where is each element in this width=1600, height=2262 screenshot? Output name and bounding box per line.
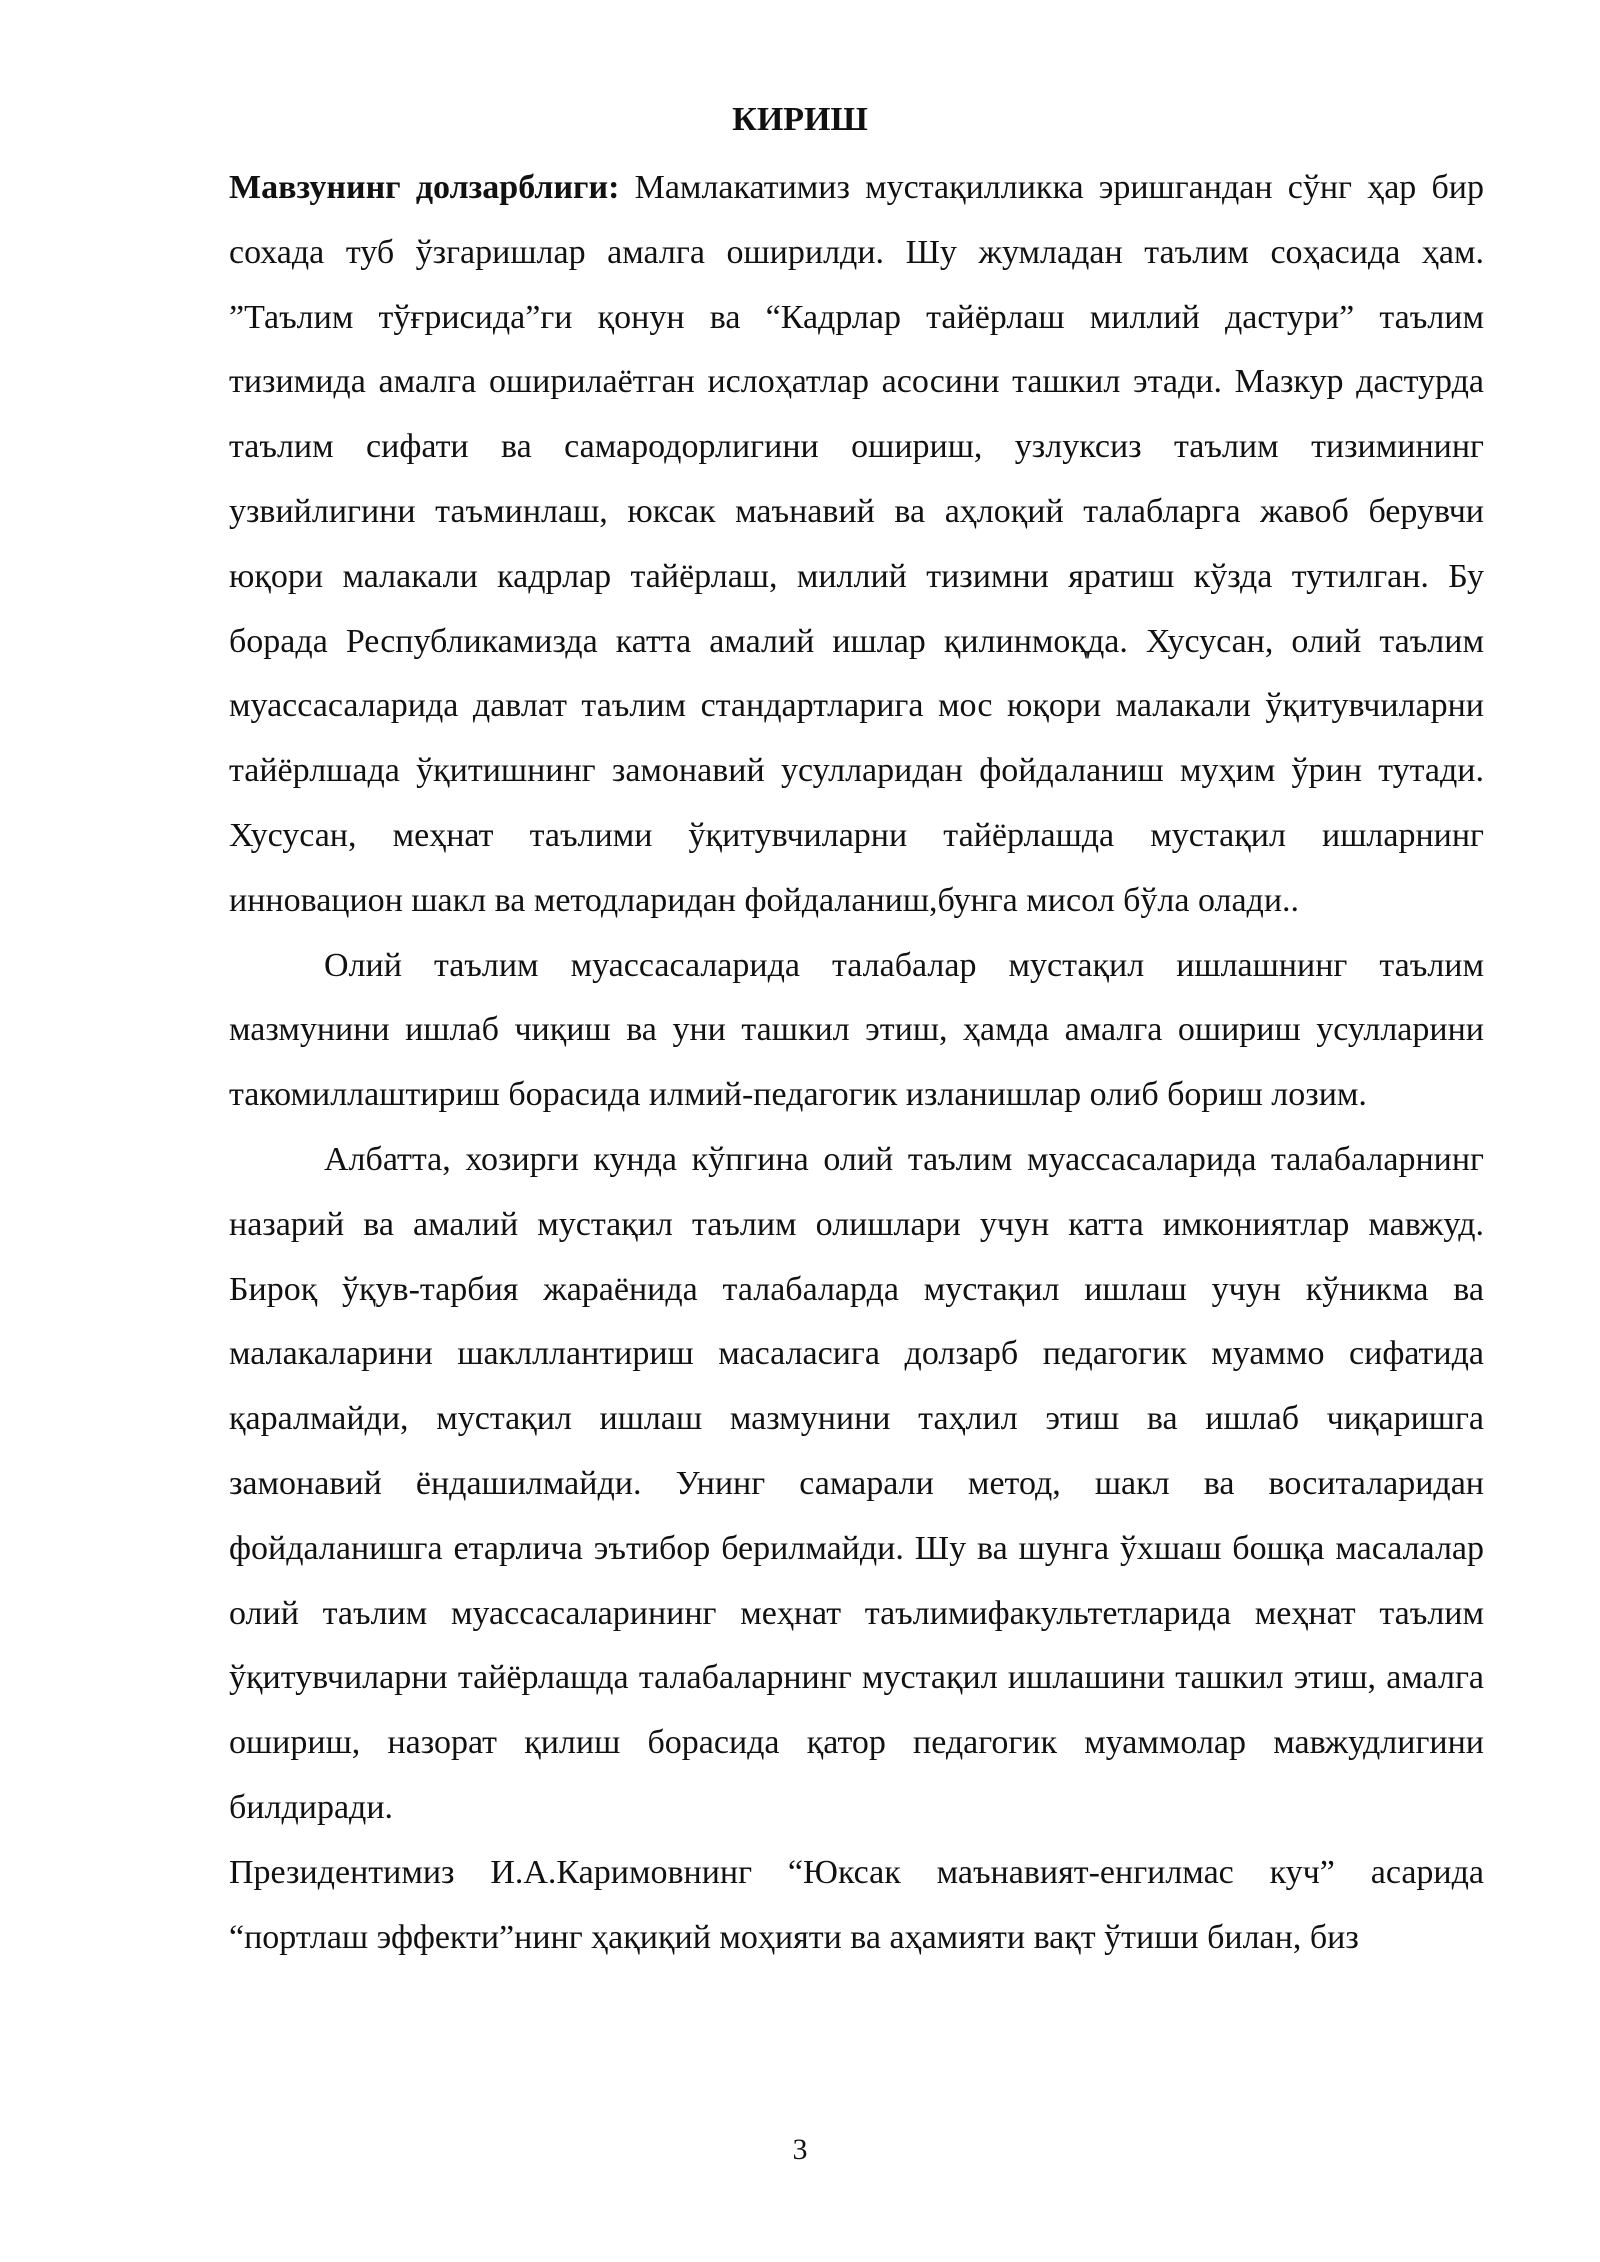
- page-number: 3: [792, 2133, 808, 2166]
- paragraph-opportunities: Албатта, хозирги кунда кўпгина олий таълим муассасаларида талабаларнинг назарий ва амалий мустақил таълим олишлари учун катта имкониятлар мавжуд. Бироқ ўқув-тарбия жараёнида талабаларда мустақил ишлаш учун кўникма ва малакаларини шаклллантириш масаласига долзарб педагогик муаммо сифатида қаралмайди, мустақил ишлаш мазмунини таҳлил этиш ва ишлаб чиқаришга замонавий ёндашилмайди. Унинг самарали метод, шакл ва воситаларидан фойдаланишга етарлича эътибор берилмайди. Шу ва шунга ўхшаш бошқа масалалар олий таълим муассасаларининг меҳнат таълимифакультетларида меҳнат таълим ўқитувчиларни тайёрлашда талабаларнинг мустақил ишлашини ташкил этиш, амалга ошириш, назорат қилиш борасида қатор педагогик муаммолар мавжудлигини билдиради.: [229, 1140, 1484, 1826]
- page-title: КИРИШ: [732, 101, 868, 138]
- paragraph-text: Мамлакатимиз мустақилликка эришгандан сўнг ҳар бир сохада туб ўзгаришлар амалга оширилди. Шу жумладан таълим соҳасида ҳам. ”Таълим тўғрисида”ги қонун ва “Кадрлар тайёрлаш миллий дастури” таълим тизимида амалга оширилаётган ислоҳатлар асосини ташкил этади. Мазкур дастурда таълим сифати ва самародорлигини ошириш, узлуксиз таълим тизимининг узвийлигини таъминлаш, юксак маънавий ва аҳлоқий талабларга жавоб берувчи юқори малакали кадрлар тайёрлаш, миллий тизимни яратиш кўзда тутилган. Бу борада Республикамизда катта амалий ишлар қилинмоқда. Хусусан, олий таълим муассасаларида давлат таълим стандартларига мос юқори малакали ўқитувчиларни тайёрлшада ўқитишнинг замонавий усулларидан фойдаланиш муҳим ўрин тутади. Хусусан, меҳнат таълими ўқитувчиларни тайёрлашда мустақил ишларнинг инновацион шакл ва методларидан фойдаланиш,бунга мисол бўла олади..: [229, 169, 1484, 919]
- paragraph-relevance: [229, 156, 1484, 934]
- body-text: [229, 156, 1484, 1970]
- paragraph-lead: Мавзунинг долзарблиги:: [229, 169, 620, 206]
- paragraph-higher-education: Олий таълим муассасаларида талабалар мустақил ишлашнинг таълим мазмунини ишлаб чиқиш ва уни ташкил этиш, ҳамда амалга ошириш усулларини такомиллаштириш борасида илмий-педагогик изланишлар олиб бориш лозим.: [229, 946, 1484, 1114]
- paragraph-president: Президентимиз И.А.Каримовнинг “Юксак маънавият-енгилмас куч” асарида “портлаш эффекти”нинг ҳақиқий моҳияти ва аҳамияти вақт ўтиши билан, биз: [229, 1853, 1484, 1956]
